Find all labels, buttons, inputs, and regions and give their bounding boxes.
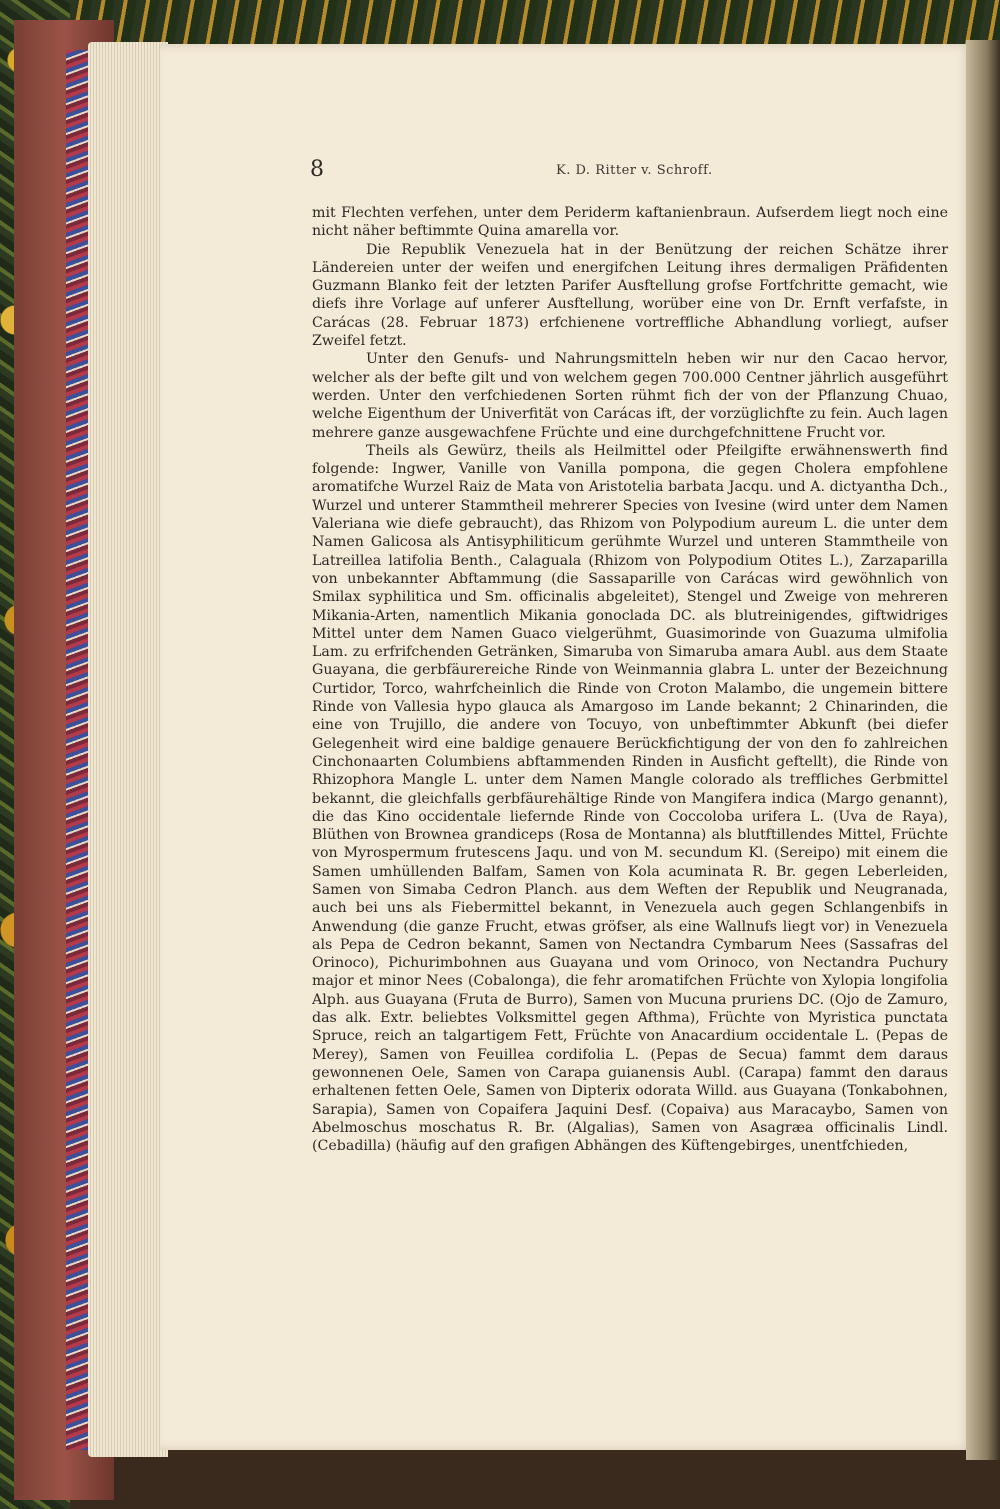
paragraph: Unter den Genufs- und Nahrungsmitteln heben wir nur den Cacao hervor, welcher als der befte gilt und von welchem gegen 700.000 Centner jährlich ausgeführt werden. Unter den verfchiedenen Sorten rühmt fich der von der Pflanzung Chuao, welche Eigenthum der Univerfität von Carácas ift, der vorzüglichfte zu fein. Auch lagen mehrere ganze ausgewachfene Früchte und eine durchgefchnittene Frucht vor. xyxy=(312,351,948,441)
page-header xyxy=(310,157,950,187)
page-number: 8 xyxy=(310,157,324,182)
paragraph: mit Flechten verfehen, unter dem Periderm kaftanienbraun. Aufserdem liegt noch eine nicht näher beftimmte Quina amarella vor. xyxy=(312,205,948,240)
page-right-edge xyxy=(966,40,1000,1460)
paragraph: Die Republik Venezuela hat in der Benützung der reichen Schätze ihrer Ländereien unter der weifen und energifchen Leitung ihres dermaligen Präfidenten Guzmann Blanko feit der letzten Parifer Ausftellung grofse Fortfchritte gemacht, wie diefs ihre Vorlage auf unferer Ausftellung, worüber eine von Dr. Ernft verfafste, in Carácas (28. Februar 1873) erfchienene vortreffliche Abhandlung vorliegt, aufser Zweifel fetzt. xyxy=(312,241,948,350)
marbled-page-edge xyxy=(66,50,88,1450)
body-text xyxy=(312,204,948,1155)
paragraph: Theils als Gewürz, theils als Heilmittel oder Pfeilgifte erwähnenswerth find folgende: Ingwer, Vanille von Vanilla pompona, die gegen Cholera empfohlene aromatifche Wurzel Raiz de Mata von Aristotelia barbata Jacqu. und A. dictyantha Dch., Wurzel und unterer Stammtheil mehrerer Species von Ivesine (wird unter dem Namen Valeriana wie diefe gebraucht), das Rhizom von Polypodium aureum L. die unter dem Namen Galicosa als Antisyphiliticum gerühmte Wurzel und unteren Stammtheile von Latreillea latifolia Benth., Calaguala (Rhizom von Polypodium Otites L.), Zarzaparilla von unbekannter Abftammung (die Sassaparille von Carácas wird gewöhnlich von Smilax syphilitica und Sm. officinalis abgeleitet), Stengel und Zweige von mehreren Mikania-Arten, namentlich Mikania gonoclada DC. als blutreinigendes, giftwidriges Mittel unter dem Namen Guaco vielgerühmt, Guasimorinde von Guazuma ulmifolia Lam. zu erfrifchenden Getränken, Simaruba von Simaruba amara Aubl. aus dem Staate Guayana, die gerbfäurereiche Rinde von Weinmannia glabra L. unter der Bezeichnung Curtidor, Torco, wahrfcheinlich die Rinde von Croton Malambo, die ungemein bittere Rinde von Vallesia hypo glauca als Amargoso im Lande bekannt; 2 Chinarinden, die eine von Trujillo, die andere von Tocuyo, von unbeftimmter Abkunft (bei diefer Gelegenheit wird eine baldige genauere Berückfichtigung der von den fo zahlreichen Cinchonaarten Columbiens abftammenden Rinden in Ausficht geftellt), die Rinde von Rhizophora Mangle L. unter dem Namen Mangle colorado als treffliches Gerbmittel bekannt, die gleichfalls gerbfäurehältige Rinde von Mangifera indica (Margo genannt), die das Kino occidentale liefernde Rinde von Coccoloba urifera L. (Uva de Raya), Blüthen von Brownea grandiceps (Rosa de Montanna) als blutftillendes Mittel, Früchte von Myrospermum frutescens Jaqu. und von M. secundum Kl. (Sereipo) mit einem die Samen umhüllenden Balfam, Samen von Kola acuminata R. Br. gegen Leberleiden, Samen von Simaba Cedron Planch. aus dem Weften der Republik und Neugranada, auch bei uns als Fiebermittel bekannt, in Venezuela auch gegen Schlangenbifs in Anwendung (die ganze Frucht, etwas gröfser, als eine Wallnufs liegt vor) in Venezuela als Pepa de Cedron bekannt, Samen von Nectandra Cymbarum Nees (Sassafras del Orinoco), Pichurimbohnen aus Guayana und vom Orinoco, von Nectandra Puchury major et minor Nees (Cobalonga), die fehr aromatifchen Früchte von Xylopia longifolia Alph. aus Guayana (Fruta de Burro), Samen von Mucuna pruriens DC. (Ojo de Zamuro, das alk. Extr. beliebtes Volksmittel gegen Afthma), Früchte von Myristica punctata Spruce, reich an talgartigem Fett, Früchte von Anacardium occidentale L. (Pepas de Merey), Samen von Feuillea cordifolia L. (Pepas de Secua) fammt dem daraus gewonnenen Oele, Samen von Carapa guianensis Aubl. (Carapa) fammt den daraus erhaltenen fetten Oele, Samen von Dipterix odorata Willd. aus Guayana (Tonkabohnen, Sarapia), Samen von Copaifera Jaquini Desf. (Copaiva) aus Maracaybo, Samen von Abelmoschus moschatus R. Br. (Algalias), Samen von Asagræa officinalis Lindl. (Cebadilla) (häufig auf den grafigen Abhängen des Küftengebirges, unentfchieden, xyxy=(312,442,948,1155)
stacked-page-edges xyxy=(88,42,168,1457)
marbled-cover-top xyxy=(70,0,1000,48)
running-head: K. D. Ritter v. Schroff. xyxy=(556,163,713,178)
